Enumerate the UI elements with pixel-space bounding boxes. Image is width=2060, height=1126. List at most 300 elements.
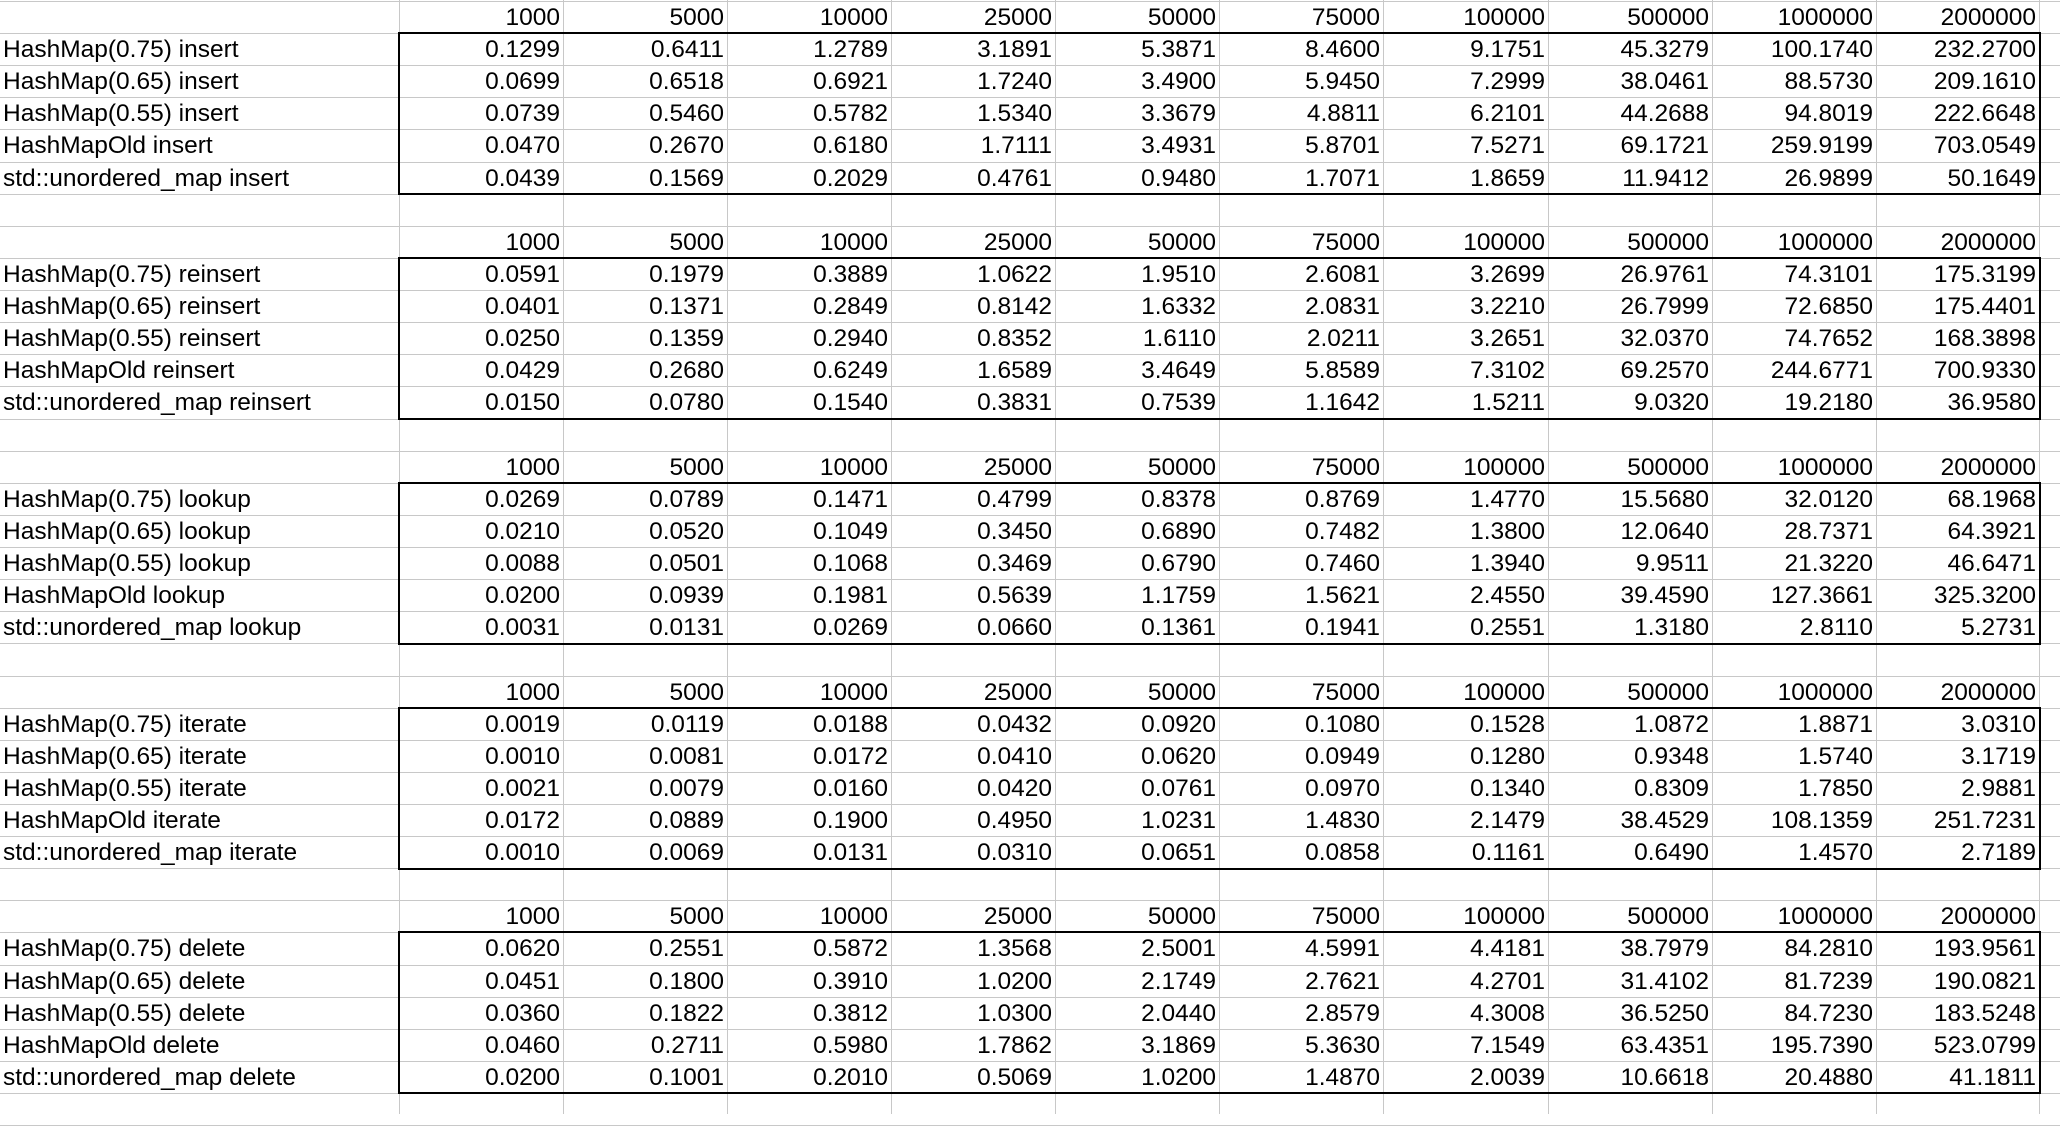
data-cell[interactable]: 0.1161 [1471, 839, 1545, 866]
data-cell[interactable]: 0.1340 [1470, 775, 1545, 802]
data-cell[interactable]: 64.3921 [1947, 518, 2036, 545]
data-cell[interactable]: 6.2101 [1470, 100, 1545, 127]
data-cell[interactable]: 703.0549 [1933, 132, 2036, 159]
data-cell[interactable]: 2.4550 [1470, 582, 1545, 609]
data-cell[interactable]: 0.0470 [485, 132, 560, 159]
data-cell[interactable]: 5.9450 [1305, 68, 1380, 95]
data-cell[interactable]: 32.0370 [1620, 325, 1709, 352]
data-cell[interactable]: 1.0231 [1141, 807, 1216, 834]
data-cell[interactable]: 251.7231 [1933, 807, 2036, 834]
data-cell[interactable]: 190.0821 [1933, 968, 2036, 995]
data-cell[interactable]: 68.1968 [1947, 486, 2036, 513]
data-cell[interactable]: 0.0010 [485, 839, 560, 866]
column-header-cell[interactable]: 75000 [1311, 679, 1380, 706]
data-cell[interactable]: 4.8811 [1306, 100, 1380, 127]
data-cell[interactable]: 26.9899 [1784, 165, 1873, 192]
column-header-cell[interactable]: 1000000 [1777, 679, 1873, 706]
data-cell[interactable]: 168.3898 [1933, 325, 2036, 352]
data-cell[interactable]: 88.5730 [1784, 68, 1873, 95]
data-cell[interactable]: 0.5069 [977, 1064, 1052, 1091]
data-cell[interactable]: 2.7189 [1961, 839, 2036, 866]
data-cell[interactable]: 0.0429 [485, 357, 560, 384]
data-cell[interactable]: 1.3568 [977, 935, 1052, 962]
data-cell[interactable]: 0.0591 [485, 261, 560, 288]
column-header-cell[interactable]: 2000000 [1940, 903, 2036, 930]
data-cell[interactable]: 45.3279 [1620, 36, 1709, 63]
data-cell[interactable]: 0.5872 [813, 935, 888, 962]
column-header-cell[interactable]: 50000 [1147, 4, 1216, 31]
data-cell[interactable]: 2.6081 [1305, 261, 1380, 288]
data-cell[interactable]: 21.3220 [1784, 550, 1873, 577]
data-cell[interactable]: 63.4351 [1620, 1032, 1709, 1059]
data-cell[interactable]: 0.0410 [977, 743, 1052, 770]
row-label-cell[interactable]: std::unordered_map lookup [3, 614, 302, 641]
data-cell[interactable]: 2.0440 [1141, 1000, 1216, 1027]
data-cell[interactable]: 127.3661 [1770, 582, 1873, 609]
data-cell[interactable]: 0.0970 [1305, 775, 1380, 802]
data-cell[interactable]: 0.0780 [649, 389, 724, 416]
data-cell[interactable]: 0.5782 [813, 100, 888, 127]
data-cell[interactable]: 15.5680 [1620, 486, 1709, 513]
data-cell[interactable]: 0.2029 [813, 165, 888, 192]
data-cell[interactable]: 0.6249 [813, 357, 888, 384]
column-header-cell[interactable]: 10000 [819, 4, 888, 31]
row-label-cell[interactable]: std::unordered_map delete [3, 1064, 296, 1091]
row-label-cell[interactable]: HashMap(0.65) reinsert [3, 293, 261, 320]
data-cell[interactable]: 0.0949 [1305, 743, 1380, 770]
data-cell[interactable]: 0.3812 [813, 1000, 888, 1027]
data-cell[interactable]: 0.7539 [1141, 389, 1216, 416]
data-cell[interactable]: 1.0622 [977, 261, 1052, 288]
column-header-cell[interactable]: 25000 [983, 903, 1052, 930]
data-cell[interactable]: 81.7239 [1784, 968, 1873, 995]
data-cell[interactable]: 0.2551 [1470, 614, 1545, 641]
data-cell[interactable]: 44.2688 [1620, 100, 1709, 127]
data-cell[interactable]: 0.0160 [813, 775, 888, 802]
data-cell[interactable]: 2.1749 [1141, 968, 1216, 995]
row-label-cell[interactable]: HashMap(0.55) insert [3, 100, 239, 127]
row-label-cell[interactable]: HashMap(0.55) delete [3, 1000, 246, 1027]
data-cell[interactable]: 0.1049 [813, 518, 888, 545]
data-cell[interactable]: 0.3910 [813, 968, 888, 995]
data-cell[interactable]: 0.6490 [1634, 839, 1709, 866]
data-cell[interactable]: 0.3889 [813, 261, 888, 288]
data-cell[interactable]: 0.1359 [649, 325, 724, 352]
data-cell[interactable]: 0.8309 [1634, 775, 1709, 802]
data-cell[interactable]: 0.2680 [649, 357, 724, 384]
data-cell[interactable]: 7.5271 [1470, 132, 1545, 159]
column-header-cell[interactable]: 100000 [1463, 454, 1545, 481]
data-cell[interactable]: 0.5460 [649, 100, 724, 127]
data-cell[interactable]: 0.1900 [813, 807, 888, 834]
column-header-cell[interactable]: 10000 [819, 454, 888, 481]
data-cell[interactable]: 5.8701 [1305, 132, 1380, 159]
data-cell[interactable]: 3.3679 [1141, 100, 1216, 127]
data-cell[interactable]: 222.6648 [1933, 100, 2036, 127]
data-cell[interactable]: 0.4950 [977, 807, 1052, 834]
column-header-cell[interactable]: 50000 [1147, 229, 1216, 256]
column-header-cell[interactable]: 50000 [1147, 679, 1216, 706]
row-label-cell[interactable]: std::unordered_map iterate [3, 839, 298, 866]
column-header-cell[interactable]: 1000 [505, 903, 560, 930]
data-cell[interactable]: 0.0401 [485, 293, 560, 320]
data-cell[interactable]: 2.0211 [1306, 325, 1380, 352]
data-cell[interactable]: 1.5740 [1798, 743, 1873, 770]
data-cell[interactable]: 38.7979 [1620, 935, 1709, 962]
data-cell[interactable]: 28.7371 [1784, 518, 1873, 545]
data-cell[interactable]: 0.0081 [649, 743, 724, 770]
data-cell[interactable]: 1.5211 [1471, 389, 1545, 416]
data-cell[interactable]: 5.3871 [1141, 36, 1216, 63]
data-cell[interactable]: 12.0640 [1620, 518, 1709, 545]
data-cell[interactable]: 0.1941 [1305, 614, 1380, 641]
data-cell[interactable]: 1.6332 [1141, 293, 1216, 320]
data-cell[interactable]: 1.3940 [1470, 550, 1545, 577]
data-cell[interactable]: 1.4570 [1798, 839, 1873, 866]
data-cell[interactable]: 0.0088 [485, 550, 560, 577]
data-cell[interactable]: 0.0172 [485, 807, 560, 834]
data-cell[interactable]: 193.9561 [1933, 935, 2036, 962]
data-cell[interactable]: 0.1361 [1141, 614, 1216, 641]
data-cell[interactable]: 9.9511 [1635, 550, 1709, 577]
data-cell[interactable]: 0.0200 [485, 582, 560, 609]
data-cell[interactable]: 0.5639 [977, 582, 1052, 609]
data-cell[interactable]: 0.0620 [485, 935, 560, 962]
data-cell[interactable]: 1.7862 [977, 1032, 1052, 1059]
data-cell[interactable]: 1.3800 [1470, 518, 1545, 545]
data-cell[interactable]: 1.4770 [1470, 486, 1545, 513]
column-header-cell[interactable]: 5000 [669, 4, 724, 31]
data-cell[interactable]: 0.8142 [977, 293, 1052, 320]
data-cell[interactable]: 1.2789 [813, 36, 888, 63]
column-header-cell[interactable]: 75000 [1311, 903, 1380, 930]
row-label-cell[interactable]: HashMap(0.75) delete [3, 935, 246, 962]
column-header-cell[interactable]: 500000 [1627, 903, 1709, 930]
column-header-cell[interactable]: 1000000 [1777, 229, 1873, 256]
data-cell[interactable]: 0.1371 [649, 293, 724, 320]
row-label-cell[interactable]: HashMapOld insert [3, 132, 213, 159]
data-cell[interactable]: 0.0920 [1141, 711, 1216, 738]
data-cell[interactable]: 2.7621 [1305, 968, 1380, 995]
data-cell[interactable]: 0.0439 [485, 165, 560, 192]
data-cell[interactable]: 0.0019 [485, 711, 560, 738]
column-header-cell[interactable]: 1000 [505, 229, 560, 256]
data-cell[interactable]: 0.0069 [649, 839, 724, 866]
row-label-cell[interactable]: HashMap(0.75) iterate [3, 711, 247, 738]
column-header-cell[interactable]: 50000 [1147, 903, 1216, 930]
column-header-cell[interactable]: 75000 [1311, 454, 1380, 481]
data-cell[interactable]: 0.7482 [1305, 518, 1380, 545]
data-cell[interactable]: 0.0172 [813, 743, 888, 770]
data-cell[interactable]: 1.7111 [980, 132, 1052, 159]
data-cell[interactable]: 3.2651 [1470, 325, 1545, 352]
data-cell[interactable]: 46.6471 [1947, 550, 2036, 577]
data-cell[interactable]: 100.1740 [1770, 36, 1873, 63]
column-header-cell[interactable]: 50000 [1147, 454, 1216, 481]
data-cell[interactable]: 50.1649 [1947, 165, 2036, 192]
data-cell[interactable]: 38.4529 [1620, 807, 1709, 834]
data-cell[interactable]: 26.7999 [1620, 293, 1709, 320]
data-cell[interactable]: 0.0651 [1141, 839, 1216, 866]
row-label-cell[interactable]: HashMapOld lookup [3, 582, 225, 609]
column-header-cell[interactable]: 10000 [819, 903, 888, 930]
data-cell[interactable]: 0.0188 [813, 711, 888, 738]
data-cell[interactable]: 0.0210 [485, 518, 560, 545]
data-cell[interactable]: 4.5991 [1305, 935, 1380, 962]
data-cell[interactable]: 1.6589 [977, 357, 1052, 384]
data-cell[interactable]: 0.0150 [485, 389, 560, 416]
data-cell[interactable]: 0.3450 [977, 518, 1052, 545]
data-cell[interactable]: 0.1981 [813, 582, 888, 609]
data-cell[interactable]: 0.8352 [977, 325, 1052, 352]
data-cell[interactable]: 523.0799 [1933, 1032, 2036, 1059]
data-cell[interactable]: 3.2210 [1470, 293, 1545, 320]
data-cell[interactable]: 2.9881 [1961, 775, 2036, 802]
data-cell[interactable]: 84.2810 [1784, 935, 1873, 962]
row-label-cell[interactable]: std::unordered_map insert [3, 165, 289, 192]
data-cell[interactable]: 0.2010 [813, 1064, 888, 1091]
data-cell[interactable]: 0.1528 [1470, 711, 1545, 738]
data-cell[interactable]: 0.1080 [1305, 711, 1380, 738]
data-cell[interactable]: 41.1811 [1949, 1064, 2036, 1091]
data-cell[interactable]: 209.1610 [1933, 68, 2036, 95]
column-header-cell[interactable]: 2000000 [1940, 4, 2036, 31]
data-cell[interactable]: 3.1869 [1141, 1032, 1216, 1059]
data-cell[interactable]: 3.4649 [1141, 357, 1216, 384]
row-label-cell[interactable]: HashMap(0.55) reinsert [3, 325, 261, 352]
data-cell[interactable]: 1.7850 [1798, 775, 1873, 802]
data-cell[interactable]: 1.7240 [977, 68, 1052, 95]
data-cell[interactable]: 0.1569 [649, 165, 724, 192]
data-cell[interactable]: 1.8871 [1798, 711, 1873, 738]
row-label-cell[interactable]: HashMap(0.65) delete [3, 968, 246, 995]
data-cell[interactable]: 0.0432 [977, 711, 1052, 738]
data-cell[interactable]: 32.0120 [1784, 486, 1873, 513]
row-label-cell[interactable]: HashMapOld reinsert [3, 357, 235, 384]
data-cell[interactable]: 0.0269 [813, 614, 888, 641]
column-header-cell[interactable]: 500000 [1627, 679, 1709, 706]
data-cell[interactable]: 0.0269 [485, 486, 560, 513]
data-cell[interactable]: 1.5621 [1305, 582, 1380, 609]
data-cell[interactable]: 1.3180 [1634, 614, 1709, 641]
data-cell[interactable]: 1.1642 [1305, 389, 1380, 416]
column-header-cell[interactable]: 2000000 [1940, 679, 2036, 706]
data-cell[interactable]: 31.4102 [1620, 968, 1709, 995]
column-header-cell[interactable]: 75000 [1311, 4, 1380, 31]
row-label-cell[interactable]: HashMap(0.65) iterate [3, 743, 247, 770]
data-cell[interactable]: 0.0200 [485, 1064, 560, 1091]
data-cell[interactable]: 11.9412 [1622, 165, 1709, 192]
data-cell[interactable]: 9.0320 [1634, 389, 1709, 416]
data-cell[interactable]: 72.6850 [1784, 293, 1873, 320]
data-cell[interactable]: 0.6890 [1141, 518, 1216, 545]
data-cell[interactable]: 0.2711 [650, 1032, 724, 1059]
data-cell[interactable]: 3.0310 [1961, 711, 2036, 738]
data-cell[interactable]: 0.1299 [485, 36, 560, 63]
row-label-cell[interactable]: HashMap(0.65) lookup [3, 518, 251, 545]
data-cell[interactable]: 244.6771 [1770, 357, 1873, 384]
data-cell[interactable]: 0.2849 [813, 293, 888, 320]
data-cell[interactable]: 0.2670 [649, 132, 724, 159]
data-cell[interactable]: 0.1540 [813, 389, 888, 416]
data-cell[interactable]: 7.2999 [1470, 68, 1545, 95]
column-header-cell[interactable]: 5000 [669, 229, 724, 256]
data-cell[interactable]: 0.4761 [977, 165, 1052, 192]
data-cell[interactable]: 74.7652 [1784, 325, 1873, 352]
data-cell[interactable]: 0.0451 [485, 968, 560, 995]
data-cell[interactable]: 19.2180 [1784, 389, 1873, 416]
data-cell[interactable]: 259.9199 [1770, 132, 1873, 159]
data-cell[interactable]: 1.4870 [1305, 1064, 1380, 1091]
data-cell[interactable]: 0.6180 [813, 132, 888, 159]
data-cell[interactable]: 0.0360 [485, 1000, 560, 1027]
data-cell[interactable]: 0.6921 [813, 68, 888, 95]
data-cell[interactable]: 175.3199 [1933, 261, 2036, 288]
data-cell[interactable]: 36.5250 [1620, 1000, 1709, 1027]
row-label-cell[interactable]: HashMap(0.55) iterate [3, 775, 247, 802]
data-cell[interactable]: 0.0460 [485, 1032, 560, 1059]
data-cell[interactable]: 0.8769 [1305, 486, 1380, 513]
column-header-cell[interactable]: 75000 [1311, 229, 1380, 256]
data-cell[interactable]: 0.0660 [977, 614, 1052, 641]
data-cell[interactable]: 325.3200 [1933, 582, 2036, 609]
data-cell[interactable]: 0.0119 [650, 711, 724, 738]
data-cell[interactable]: 69.1721 [1620, 132, 1709, 159]
data-cell[interactable]: 3.1891 [977, 36, 1052, 63]
column-header-cell[interactable]: 500000 [1627, 4, 1709, 31]
data-cell[interactable]: 1.7071 [1305, 165, 1380, 192]
data-cell[interactable]: 1.9510 [1141, 261, 1216, 288]
data-cell[interactable]: 0.0079 [649, 775, 724, 802]
data-cell[interactable]: 5.2731 [1961, 614, 2036, 641]
data-cell[interactable]: 108.1359 [1770, 807, 1873, 834]
data-cell[interactable]: 700.9330 [1933, 357, 2036, 384]
data-cell[interactable]: 2.1479 [1470, 807, 1545, 834]
data-cell[interactable]: 38.0461 [1620, 68, 1709, 95]
data-cell[interactable]: 0.3831 [977, 389, 1052, 416]
column-header-cell[interactable]: 5000 [669, 454, 724, 481]
data-cell[interactable]: 1.0300 [977, 1000, 1052, 1027]
column-header-cell[interactable]: 1000000 [1777, 4, 1873, 31]
data-cell[interactable]: 0.0021 [485, 775, 560, 802]
data-cell[interactable]: 7.1549 [1470, 1032, 1545, 1059]
data-cell[interactable]: 4.2701 [1470, 968, 1545, 995]
column-header-cell[interactable]: 500000 [1627, 229, 1709, 256]
data-cell[interactable]: 3.4931 [1141, 132, 1216, 159]
data-cell[interactable]: 0.5980 [813, 1032, 888, 1059]
data-cell[interactable]: 2.8110 [1799, 614, 1873, 641]
data-cell[interactable]: 8.4600 [1305, 36, 1380, 63]
data-cell[interactable]: 0.0858 [1305, 839, 1380, 866]
data-cell[interactable]: 1.1759 [1141, 582, 1216, 609]
data-cell[interactable]: 1.0200 [977, 968, 1052, 995]
data-cell[interactable]: 183.5248 [1933, 1000, 2036, 1027]
column-header-cell[interactable]: 5000 [669, 903, 724, 930]
column-header-cell[interactable]: 100000 [1463, 4, 1545, 31]
data-cell[interactable]: 4.4181 [1470, 935, 1545, 962]
row-label-cell[interactable]: HashMapOld delete [3, 1032, 220, 1059]
data-cell[interactable]: 10.6618 [1620, 1064, 1709, 1091]
data-cell[interactable]: 0.1280 [1470, 743, 1545, 770]
data-cell[interactable]: 0.2551 [649, 935, 724, 962]
data-cell[interactable]: 0.0310 [977, 839, 1052, 866]
column-header-cell[interactable]: 10000 [819, 679, 888, 706]
data-cell[interactable]: 1.4830 [1305, 807, 1380, 834]
column-header-cell[interactable]: 1000000 [1777, 903, 1873, 930]
column-header-cell[interactable]: 10000 [819, 229, 888, 256]
row-label-cell[interactable]: std::unordered_map reinsert [3, 389, 311, 416]
data-cell[interactable]: 20.4880 [1784, 1064, 1873, 1091]
data-cell[interactable]: 94.8019 [1784, 100, 1873, 127]
data-cell[interactable]: 0.0789 [649, 486, 724, 513]
data-cell[interactable]: 0.9480 [1141, 165, 1216, 192]
data-cell[interactable]: 26.9761 [1620, 261, 1709, 288]
row-label-cell[interactable]: HashMap(0.75) lookup [3, 486, 251, 513]
data-cell[interactable]: 175.4401 [1933, 293, 2036, 320]
data-cell[interactable]: 2.0039 [1470, 1064, 1545, 1091]
row-label-cell[interactable]: HashMap(0.75) insert [3, 36, 239, 63]
data-cell[interactable]: 0.0761 [1141, 775, 1216, 802]
column-header-cell[interactable]: 100000 [1463, 229, 1545, 256]
data-cell[interactable]: 5.3630 [1305, 1032, 1380, 1059]
data-cell[interactable]: 0.0620 [1141, 743, 1216, 770]
data-cell[interactable]: 3.2699 [1470, 261, 1545, 288]
data-cell[interactable]: 0.6411 [650, 36, 724, 63]
column-header-cell[interactable]: 1000 [505, 4, 560, 31]
data-cell[interactable]: 4.3008 [1470, 1000, 1545, 1027]
data-cell[interactable]: 36.9580 [1947, 389, 2036, 416]
data-cell[interactable]: 0.9348 [1634, 743, 1709, 770]
column-header-cell[interactable]: 25000 [983, 679, 1052, 706]
column-header-cell[interactable]: 1000 [505, 679, 560, 706]
column-header-cell[interactable]: 25000 [983, 454, 1052, 481]
column-header-cell[interactable]: 25000 [983, 229, 1052, 256]
data-cell[interactable]: 3.1719 [1961, 743, 2036, 770]
data-cell[interactable]: 0.0010 [485, 743, 560, 770]
data-cell[interactable]: 0.0131 [649, 614, 724, 641]
column-header-cell[interactable]: 1000000 [1777, 454, 1873, 481]
column-header-cell[interactable]: 2000000 [1940, 454, 2036, 481]
data-cell[interactable]: 9.1751 [1470, 36, 1545, 63]
data-cell[interactable]: 2.8579 [1305, 1000, 1380, 1027]
column-header-cell[interactable]: 500000 [1627, 454, 1709, 481]
data-cell[interactable]: 7.3102 [1470, 357, 1545, 384]
data-cell[interactable]: 0.8378 [1141, 486, 1216, 513]
data-cell[interactable]: 0.7460 [1305, 550, 1380, 577]
data-cell[interactable]: 0.6518 [649, 68, 724, 95]
row-label-cell[interactable]: HashMap(0.75) reinsert [3, 261, 261, 288]
data-cell[interactable]: 0.6790 [1141, 550, 1216, 577]
data-cell[interactable]: 0.0739 [485, 100, 560, 127]
row-label-cell[interactable]: HashMap(0.65) insert [3, 68, 239, 95]
data-cell[interactable]: 0.1979 [649, 261, 724, 288]
column-header-cell[interactable]: 5000 [669, 679, 724, 706]
data-cell[interactable]: 1.8659 [1470, 165, 1545, 192]
data-cell[interactable]: 0.4799 [977, 486, 1052, 513]
data-cell[interactable]: 0.3469 [977, 550, 1052, 577]
data-cell[interactable]: 0.0699 [485, 68, 560, 95]
column-header-cell[interactable]: 100000 [1463, 679, 1545, 706]
data-cell[interactable]: 195.7390 [1770, 1032, 1873, 1059]
data-cell[interactable]: 1.0872 [1634, 711, 1709, 738]
data-cell[interactable]: 2.5001 [1141, 935, 1216, 962]
data-cell[interactable]: 84.7230 [1784, 1000, 1873, 1027]
row-label-cell[interactable]: HashMapOld iterate [3, 807, 221, 834]
data-cell[interactable]: 5.8589 [1305, 357, 1380, 384]
column-header-cell[interactable]: 2000000 [1940, 229, 2036, 256]
data-cell[interactable]: 0.0889 [649, 807, 724, 834]
row-label-cell[interactable]: HashMap(0.55) lookup [3, 550, 251, 577]
